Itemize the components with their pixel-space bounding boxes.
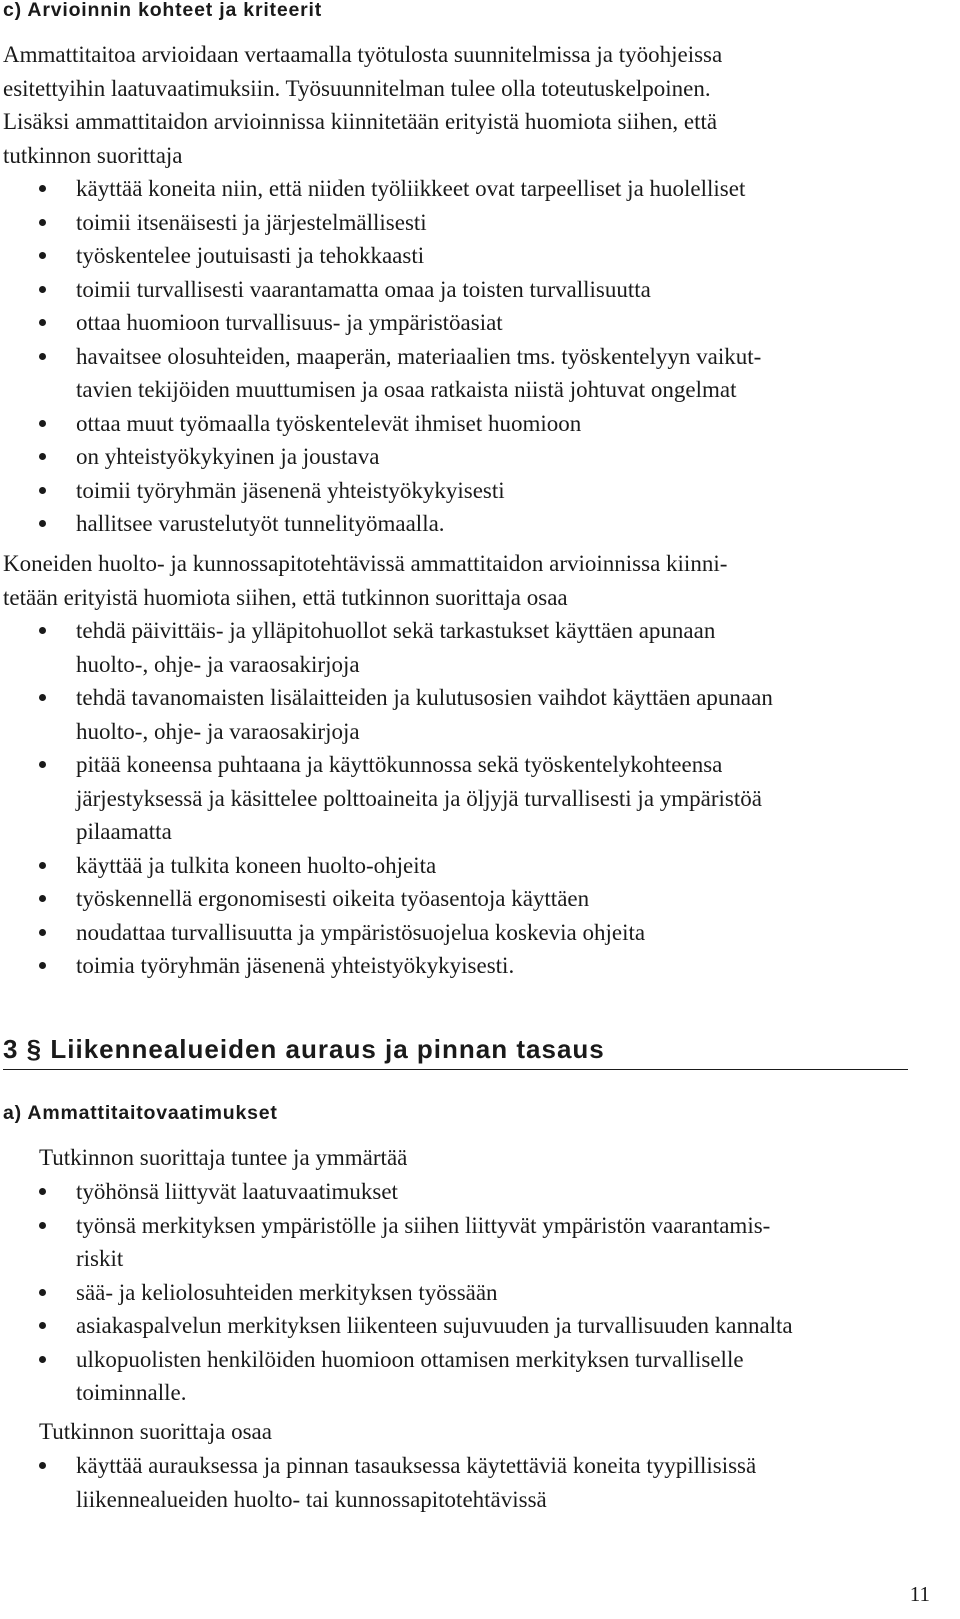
- section-c-heading: c) Arvioinnin kohteet ja kriteerit: [3, 0, 323, 21]
- text-line: Tutkinnon suorittaja tuntee ja ymmärtää: [39, 1145, 408, 1170]
- list-item: toimii työryhmän jäsenenä yhteistyökykyisesti: [0, 474, 761, 508]
- text-line: Lisäksi ammattitaidon arvioinnissa kiinnitetään erityistä huomiota siihen, että: [3, 109, 718, 134]
- can-bullet-list: [0, 1449, 756, 1516]
- list-item: sää- ja keliolosuhteiden merkityksen työssään: [0, 1276, 793, 1310]
- list-item: noudattaa turvallisuutta ja ympäristösuojelua koskevia ohjeita: [0, 916, 773, 950]
- list-item: toimii itsenäisesti ja järjestelmällisesti: [0, 206, 761, 240]
- bullet-icon: [39, 286, 46, 293]
- bullet-icon: [39, 185, 46, 192]
- maintenance-bullet-list: [0, 614, 773, 983]
- list-item: tehdä tavanomaisten lisälaitteiden ja kulutusosien vaihdot käyttäen apunaan huolto-, ohje- ja varaosakirjoja: [0, 681, 773, 748]
- bullet-icon: [39, 319, 46, 326]
- bullet-icon: [39, 627, 46, 634]
- list-item: työhönsä liittyvät laatuvaatimukset: [0, 1175, 793, 1209]
- list-item: pitää koneensa puhtaana ja käyttökunnossa sekä työskentelykohteensa järjestyksessä ja käsittelee polttoaineita ja öljyjä turvallisesti ja ympäristöä pilaamatta: [0, 748, 773, 849]
- text-line: Tutkinnon suorittaja osaa: [39, 1419, 272, 1444]
- list-item: käyttää ja tulkita koneen huolto-ohjeita: [0, 849, 773, 883]
- section-divider: [3, 1069, 908, 1070]
- list-item: havaitsee olosuhteiden, maaperän, materiaalien tms. työskentelyyn vaikut- tavien tekijöiden muuttumisen ja osaa ratkaista niistä johtuvat ongelmat: [0, 340, 761, 407]
- bullet-icon: [39, 353, 46, 360]
- page-number: 11: [909, 1582, 930, 1606]
- list-item: käyttää aurauksessa ja pinnan tasauksessa käytettäviä koneita tyypillisissä liikennealueiden huolto- tai kunnossapitotehtävissä: [0, 1449, 756, 1516]
- list-item: asiakaspalvelun merkityksen liikenteen sujuvuuden ja turvallisuuden kannalta: [0, 1309, 793, 1343]
- can-label: [39, 1415, 272, 1449]
- bullet-icon: [39, 1462, 46, 1469]
- list-item: tehdä päivittäis- ja ylläpitohuollot sekä tarkastukset käyttäen apunaan huolto-, ohje- ja varaosakirjoja: [0, 614, 773, 681]
- bullet-icon: [39, 929, 46, 936]
- bullet-icon: [39, 252, 46, 259]
- list-item: on yhteistyökykyinen ja joustava: [0, 440, 761, 474]
- list-item: hallitsee varustelutyöt tunnelityömaalla.: [0, 507, 761, 541]
- bullet-icon: [39, 219, 46, 226]
- bullet-icon: [39, 453, 46, 460]
- list-item: työskentelee joutuisasti ja tehokkaasti: [0, 239, 761, 273]
- bullet-icon: [39, 761, 46, 768]
- knows-label: [39, 1141, 407, 1175]
- list-item: työnsä merkityksen ympäristölle ja siihen liittyvät ympäristön vaarantamis- riskit: [0, 1209, 793, 1276]
- list-item: käyttää koneita niin, että niiden työliikkeet ovat tarpeelliset ja huolelliset: [0, 172, 761, 206]
- maintenance-intro: [3, 547, 727, 614]
- knows-bullet-list: [0, 1175, 793, 1410]
- list-item: työskennellä ergonomisesti oikeita työasentoja käyttäen: [0, 882, 773, 916]
- text-line: esitettyihin laatuvaatimuksiin. Työsuunnitelman tulee olla toteutuskelpoinen.: [3, 75, 711, 101]
- bullet-icon: [39, 1222, 46, 1229]
- bullet-icon: [39, 420, 46, 427]
- bullet-icon: [39, 520, 46, 527]
- section-c-intro: [3, 38, 722, 172]
- section-3-heading: 3 § Liikennealueiden auraus ja pinnan tasaus: [3, 1034, 605, 1064]
- bullet-icon: [39, 862, 46, 869]
- bullet-icon: [39, 1289, 46, 1296]
- bullet-icon: [39, 694, 46, 701]
- list-item: toimii turvallisesti vaarantamatta omaa ja toisten turvallisuutta: [0, 273, 761, 307]
- criteria-bullet-list: [0, 172, 761, 541]
- list-item: ulkopuolisten henkilöiden huomioon ottamisen merkityksen turvalliselle toiminnalle.: [0, 1343, 793, 1410]
- list-item: ottaa huomioon turvallisuus- ja ympäristöasiat: [0, 306, 761, 340]
- text-line: tetään erityistä huomiota siihen, että tutkinnon suorittaja osaa: [3, 584, 568, 610]
- bullet-icon: [39, 1322, 46, 1329]
- text-line: Koneiden huolto- ja kunnossapitotehtävissä ammattitaidon arvioinnissa kiinni-: [3, 551, 728, 576]
- bullet-icon: [39, 1188, 46, 1195]
- text-line: Ammattitaitoa arvioidaan vertaamalla työtulosta suunnitelmissa ja työohjeissa: [3, 42, 723, 67]
- bullet-icon: [39, 895, 46, 902]
- section-3a-heading: a) Ammattitaitovaatimukset: [3, 1102, 278, 1124]
- list-item: toimia työryhmän jäsenenä yhteistyökykyisesti.: [0, 949, 773, 983]
- bullet-icon: [39, 1356, 46, 1363]
- text-line: tutkinnon suorittaja: [3, 142, 183, 168]
- list-item: ottaa muut työmaalla työskentelevät ihmiset huomioon: [0, 407, 761, 441]
- bullet-icon: [39, 487, 46, 494]
- bullet-icon: [39, 962, 46, 969]
